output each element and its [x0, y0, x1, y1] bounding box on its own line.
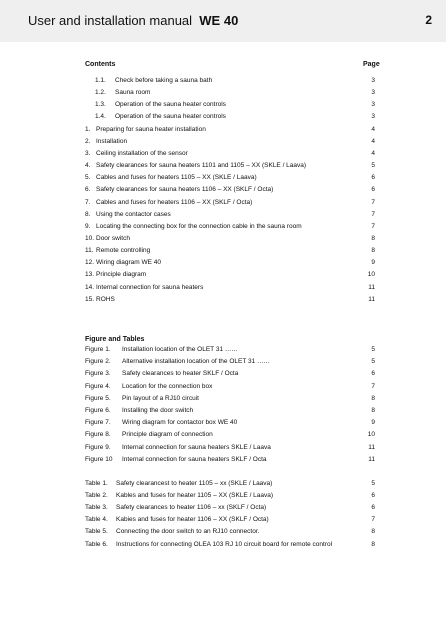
- toc-entry[interactable]: [85, 394, 385, 403]
- entry-page: 4: [371, 125, 375, 133]
- entry-number: Figure 1.: [85, 346, 111, 353]
- page-header: [0, 0, 446, 42]
- entry-number: 12.: [85, 259, 95, 267]
- toc-entry[interactable]: [85, 222, 385, 231]
- entry-number: Figure 8.: [85, 431, 111, 439]
- entry-page: 8: [371, 234, 375, 242]
- toc-entry[interactable]: [85, 369, 385, 378]
- entry-page: 11: [368, 455, 375, 463]
- entry-page: 10: [367, 431, 375, 439]
- entry-page: 10: [367, 271, 375, 279]
- entry-page: 11: [368, 295, 375, 303]
- entry-page: 11: [368, 443, 375, 451]
- toc-entry[interactable]: [85, 76, 385, 85]
- toc-entry[interactable]: [85, 173, 385, 182]
- toc-entry[interactable]: [85, 295, 385, 304]
- entry-title: Principle diagram of connection: [122, 431, 213, 439]
- entry-page: 9: [371, 259, 375, 267]
- toc-entry[interactable]: [85, 527, 385, 536]
- entry-title: Safety clearances for sauna heaters 1101 and 1105 – XX (SKLE / Laava): [96, 162, 307, 170]
- entry-number: 15.: [85, 295, 95, 303]
- toc-entry[interactable]: [85, 137, 385, 146]
- toc-entry[interactable]: [85, 198, 385, 207]
- entry-title: Installing the door switch: [122, 407, 194, 414]
- toc-entry[interactable]: [85, 503, 385, 512]
- entry-page: 7: [371, 382, 375, 390]
- entry-title: Door switch: [96, 234, 130, 242]
- entry-title: Location for the connection box: [122, 382, 213, 390]
- entry-page: 6: [371, 492, 375, 500]
- toc-entry[interactable]: [85, 258, 385, 267]
- figures-heading: Figure and Tables: [85, 336, 145, 343]
- entry-page: 6: [371, 174, 375, 182]
- entry-page: 9: [371, 419, 375, 427]
- entry-page: 11: [368, 283, 375, 291]
- entry-page: 7: [371, 210, 375, 218]
- contents-heading: Contents: [85, 61, 116, 68]
- toc-entry[interactable]: [85, 515, 385, 524]
- entry-page: 7: [371, 222, 375, 230]
- entry-number: Figure 10: [85, 455, 113, 463]
- entry-number: 4.: [85, 162, 91, 170]
- entry-title: Wiring diagram for contactor box WE 40: [122, 419, 238, 427]
- entry-number: Table 4.: [85, 516, 108, 524]
- entry-title: Installation: [96, 137, 128, 145]
- entry-number: 1.3.: [95, 101, 106, 109]
- entry-number: 5.: [85, 174, 91, 182]
- entry-number: Figure 9.: [85, 443, 111, 451]
- entry-page: 5: [371, 162, 375, 170]
- entry-number: Figure 3.: [85, 370, 111, 378]
- entry-number: 9.: [85, 222, 91, 230]
- entry-page: 5: [371, 358, 375, 366]
- entry-page: 3: [371, 113, 375, 121]
- entry-number: Table 5.: [85, 528, 108, 536]
- entry-title: Ceiling installation of the sensor: [96, 149, 188, 157]
- toc-entry[interactable]: [85, 210, 385, 219]
- entry-title: Internal connection for sauna heaters: [96, 283, 204, 291]
- entry-title: Kabies and fuses for heater 1106 – XX (SKLF / Octa): [116, 516, 269, 524]
- entry-title: Cables and fuses for heaters 1105 – XX (SKLE / Laava): [96, 174, 257, 182]
- entry-number: 10.: [85, 234, 95, 242]
- entry-number: Figure 7.: [85, 419, 111, 427]
- entry-page: 6: [371, 370, 375, 378]
- entry-number: Table 3.: [85, 504, 108, 512]
- entry-page: 3: [371, 101, 375, 109]
- entry-number: 1.4.: [95, 113, 106, 121]
- entry-title: Kables and fuses for heater 1105 – XX (SKLE / Laava): [116, 492, 274, 500]
- entry-title: Safety clearances for sauna heaters 1106 – XX (SKLF / Octa): [96, 186, 274, 194]
- document-title: [28, 13, 238, 28]
- page-column-heading: Page: [363, 61, 380, 68]
- toc-entry[interactable]: [85, 185, 385, 194]
- entry-number: 13.: [85, 271, 95, 279]
- toc-entry[interactable]: [85, 100, 385, 109]
- entry-page: 5: [371, 480, 375, 487]
- entry-title: Sauna room: [115, 89, 151, 97]
- toc-entry[interactable]: [85, 357, 385, 366]
- entry-page: 3: [371, 77, 375, 84]
- entry-page: 4: [371, 137, 375, 145]
- toc-entry[interactable]: [85, 88, 385, 97]
- entry-title: Internal connection for sauna heaters SKLF / Octa: [122, 455, 267, 463]
- toc-entry[interactable]: [85, 540, 385, 549]
- toc-entry[interactable]: [85, 406, 385, 415]
- entry-page: 8: [371, 247, 375, 255]
- entry-page: 6: [371, 504, 375, 512]
- entry-title: Locating the connecting box for the connection cable in the sauna room: [96, 222, 302, 230]
- entry-title: Installation location of the OLET 31 ……: [122, 346, 238, 353]
- entry-page: 4: [371, 149, 375, 157]
- entry-number: 2.: [85, 137, 91, 145]
- entry-number: Figure 5.: [85, 394, 111, 402]
- entry-page: 6: [371, 186, 375, 194]
- entry-page: 3: [371, 89, 375, 97]
- entry-page: 8: [371, 528, 375, 536]
- entry-number: 3.: [85, 149, 91, 157]
- toc-entry[interactable]: [85, 149, 385, 158]
- entry-title: Operation of the sauna heater controls: [115, 113, 226, 121]
- entry-number: Table 6.: [85, 540, 108, 548]
- entry-number: 1.: [85, 125, 91, 133]
- entry-number: 14.: [85, 283, 95, 291]
- document-title-text: User and installation manual: [28, 13, 193, 28]
- entry-title: Operation of the sauna heater controls: [115, 101, 226, 109]
- entry-title: Safety clearances to heater SKLF / Octa: [122, 370, 239, 378]
- entry-page: 8: [371, 394, 375, 402]
- entry-number: Figure 2.: [85, 358, 111, 366]
- toc-entry[interactable]: [85, 491, 385, 500]
- entry-title: Cables and fuses for heaters 1106 – XX (SKLF / Octa): [96, 198, 253, 206]
- entry-number: Figure 6.: [85, 407, 111, 414]
- entry-title: Instructions for connecting OLEA 103 RJ 10 circuit board for remote control: [116, 540, 333, 548]
- toc-entry[interactable]: [85, 479, 385, 488]
- entry-page: 8: [371, 407, 375, 414]
- toc-entry[interactable]: [85, 125, 385, 134]
- toc-entry[interactable]: [85, 430, 385, 439]
- entry-title: Using the contactor cases: [96, 210, 171, 218]
- toc-entry[interactable]: [85, 443, 385, 452]
- toc-entry[interactable]: [85, 455, 385, 464]
- entry-title: Alternative installation location of the OLET 31 ……: [122, 358, 271, 366]
- entry-title: Connecting the door switch to an RJ10 connector.: [116, 528, 260, 536]
- entry-title: Wiring diagram WE 40: [96, 259, 162, 267]
- entry-title: Preparing for sauna heater installation: [96, 125, 206, 133]
- entry-title: Safety clearances to heater 1106 – xx (SKLF / Octa): [116, 504, 267, 512]
- entry-page: 7: [371, 198, 375, 206]
- entry-title: Check before taking a sauna bath: [115, 77, 213, 84]
- toc-entry[interactable]: [85, 270, 385, 279]
- toc-entry[interactable]: [85, 246, 385, 255]
- entry-number: 8.: [85, 210, 91, 218]
- entry-number: 7.: [85, 198, 91, 206]
- entry-page: 7: [371, 516, 375, 524]
- entry-number: 1.1.: [95, 77, 106, 84]
- toc-entry[interactable]: [85, 382, 385, 391]
- page-number: 2: [425, 13, 432, 27]
- entry-title: Pin layout of a RJ10 circuit: [122, 394, 199, 402]
- entry-title: Internal connection for sauna heaters SKLE / Laava: [122, 443, 271, 451]
- entry-title: ROHS: [96, 295, 115, 303]
- toc-entry[interactable]: [85, 418, 385, 427]
- entry-number: 11.: [85, 247, 94, 255]
- entry-number: Figure 4.: [85, 382, 111, 390]
- toc-entry[interactable]: [85, 345, 385, 354]
- entry-page: 5: [371, 346, 375, 353]
- entry-page: 8: [371, 540, 375, 548]
- entry-number: Table 1.: [85, 480, 108, 487]
- entry-number: 6.: [85, 186, 91, 194]
- entry-number: Table 2.: [85, 492, 108, 500]
- entry-number: 1.2.: [95, 89, 106, 97]
- toc-entry[interactable]: [85, 161, 385, 170]
- entry-title: Safety clearancest to heater 1105 – xx (SKLE / Laava): [116, 480, 273, 487]
- document-model: WE 40: [199, 13, 239, 28]
- entry-title: Principle diagram: [96, 271, 147, 279]
- toc-entry[interactable]: [85, 234, 385, 243]
- toc-entry[interactable]: [85, 283, 385, 292]
- toc-entry[interactable]: [85, 112, 385, 121]
- entry-title: Remote controlling: [96, 247, 151, 255]
